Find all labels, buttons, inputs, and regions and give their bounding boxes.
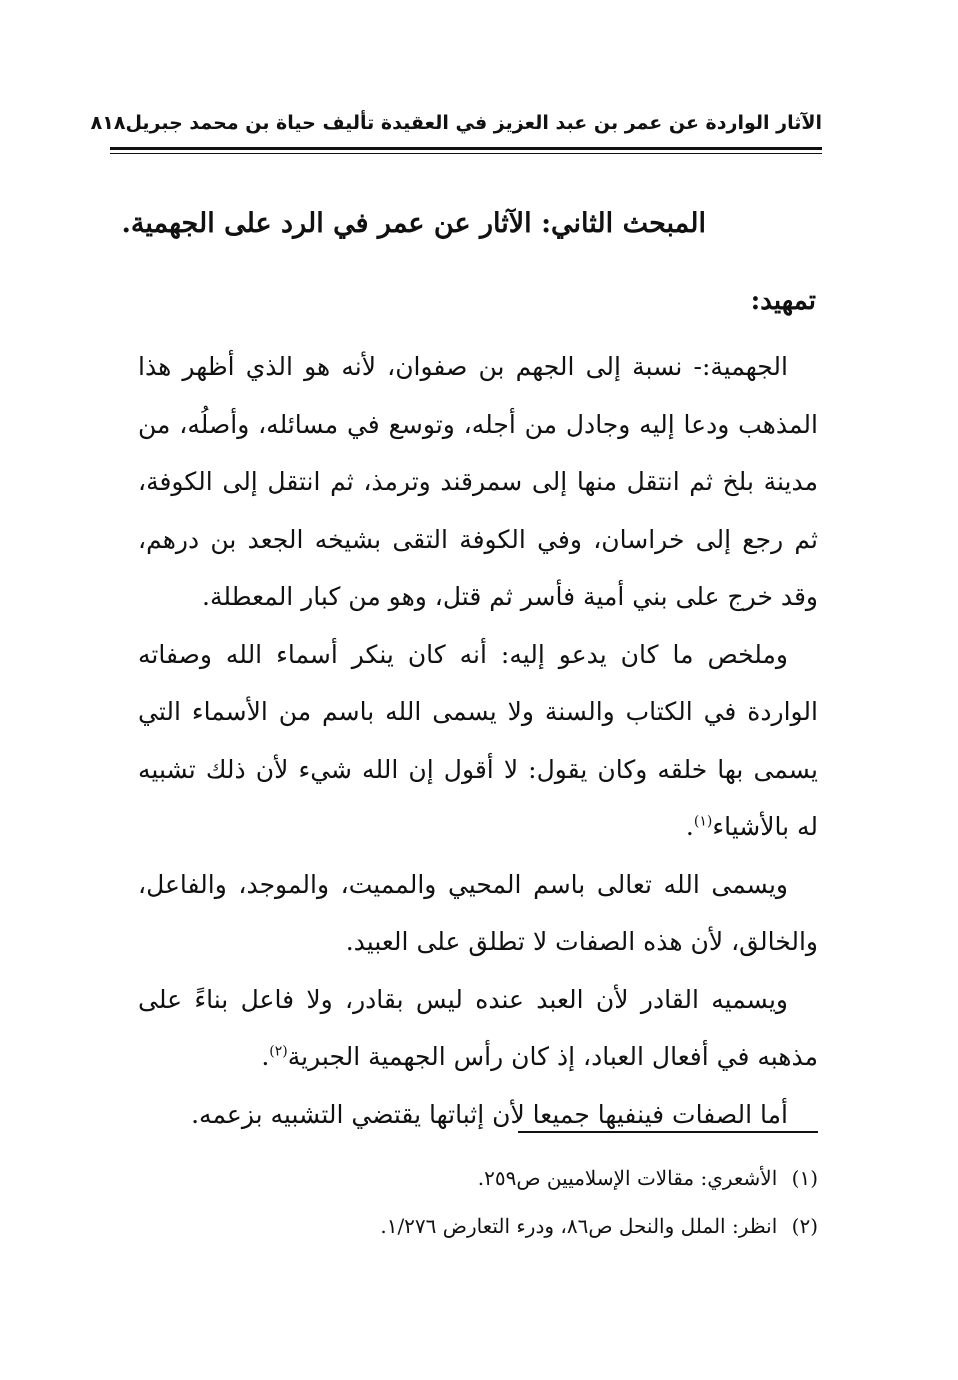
footnote: [138, 1154, 818, 1202]
paragraph-end: .: [685, 812, 694, 841]
footnote-text: الأشعري: مقالات الإسلاميين ص٢٥٩.: [477, 1166, 778, 1190]
footnote-ref: (٢): [269, 1043, 288, 1060]
header-rule: [110, 147, 822, 150]
footnote-text: انظر: الملل والنحل ص٨٦، ودرء التعارض ١/٢٧٦.: [380, 1214, 778, 1238]
paragraph-text: وملخص ما كان يدعو إليه: أنه كان ينكر أسماء الله وصفاته الواردة في الكتاب والسنة ولا يسمى الله باسم من الأسماء التي يسمى بها خلقه وكان يقول: لا أقول إن الله شيء لأن ذلك تشبيه له بالأشياء: [138, 639, 818, 841]
paragraph: [138, 971, 818, 1086]
paragraph-text: الجهمية:- نسبة إلى الجهم بن صفوان، لأنه هو الذي أظهر هذا المذهب ودعا إليه وجادل من أجله، وتوسع في مسائله، وأصلُه، من مدينة بلخ ثم انتقل منها إلى سمرقند وترمذ، ثم انتقل إلى الكوفة، ثم رجع إلى خراسان، وفي الكوفة التقى بشيخه الجعد بن درهم، وقد خرج على بني أمية فأسر ثم قتل، وهو من كبار المعطلة.: [138, 352, 818, 611]
footnote-number: (٢): [791, 1214, 818, 1238]
intro-label: تمهيد:: [750, 286, 816, 316]
footnote: [138, 1202, 818, 1250]
body-text: [138, 338, 818, 1143]
footnotes: [138, 1154, 818, 1250]
paragraph: [138, 626, 818, 856]
footnote-separator: [518, 1131, 818, 1133]
paragraph: [138, 338, 818, 626]
paragraph-end: .: [261, 1042, 270, 1071]
paragraph-text: ويسميه القادر لأن العبد عنده ليس بقادر، ولا فاعل بناءً على مذهبه في أفعال العباد، إذ كان رأس الجهمية الجبرية: [138, 984, 818, 1071]
paragraph: [138, 856, 818, 971]
paragraph: [138, 1086, 818, 1144]
footnote-ref: (١): [693, 813, 713, 830]
paragraph-text: أما الصفات فينفيها جميعا لأن إثباتها يقتضي التشبيه بزعمه.: [191, 1099, 788, 1129]
page-number: ٨١٨: [90, 112, 126, 134]
paragraph-text: ويسمى الله تعالى باسم المحيي والمميت، والموجد، والفاعل، والخالق، لأن هذه الصفات لا تطلق على العبيد.: [138, 869, 818, 956]
header-rule-thin: [110, 153, 822, 154]
footnote-number: (١): [791, 1166, 818, 1190]
section-title: المبحث الثاني: الآثار عن عمر في الرد على الجهمية.: [121, 208, 706, 239]
header-title: الآثار الواردة عن عمر بن عبد العزيز في العقيدة تأليف حياة بن محمد جبريل: [125, 112, 822, 134]
running-header: [90, 112, 822, 134]
